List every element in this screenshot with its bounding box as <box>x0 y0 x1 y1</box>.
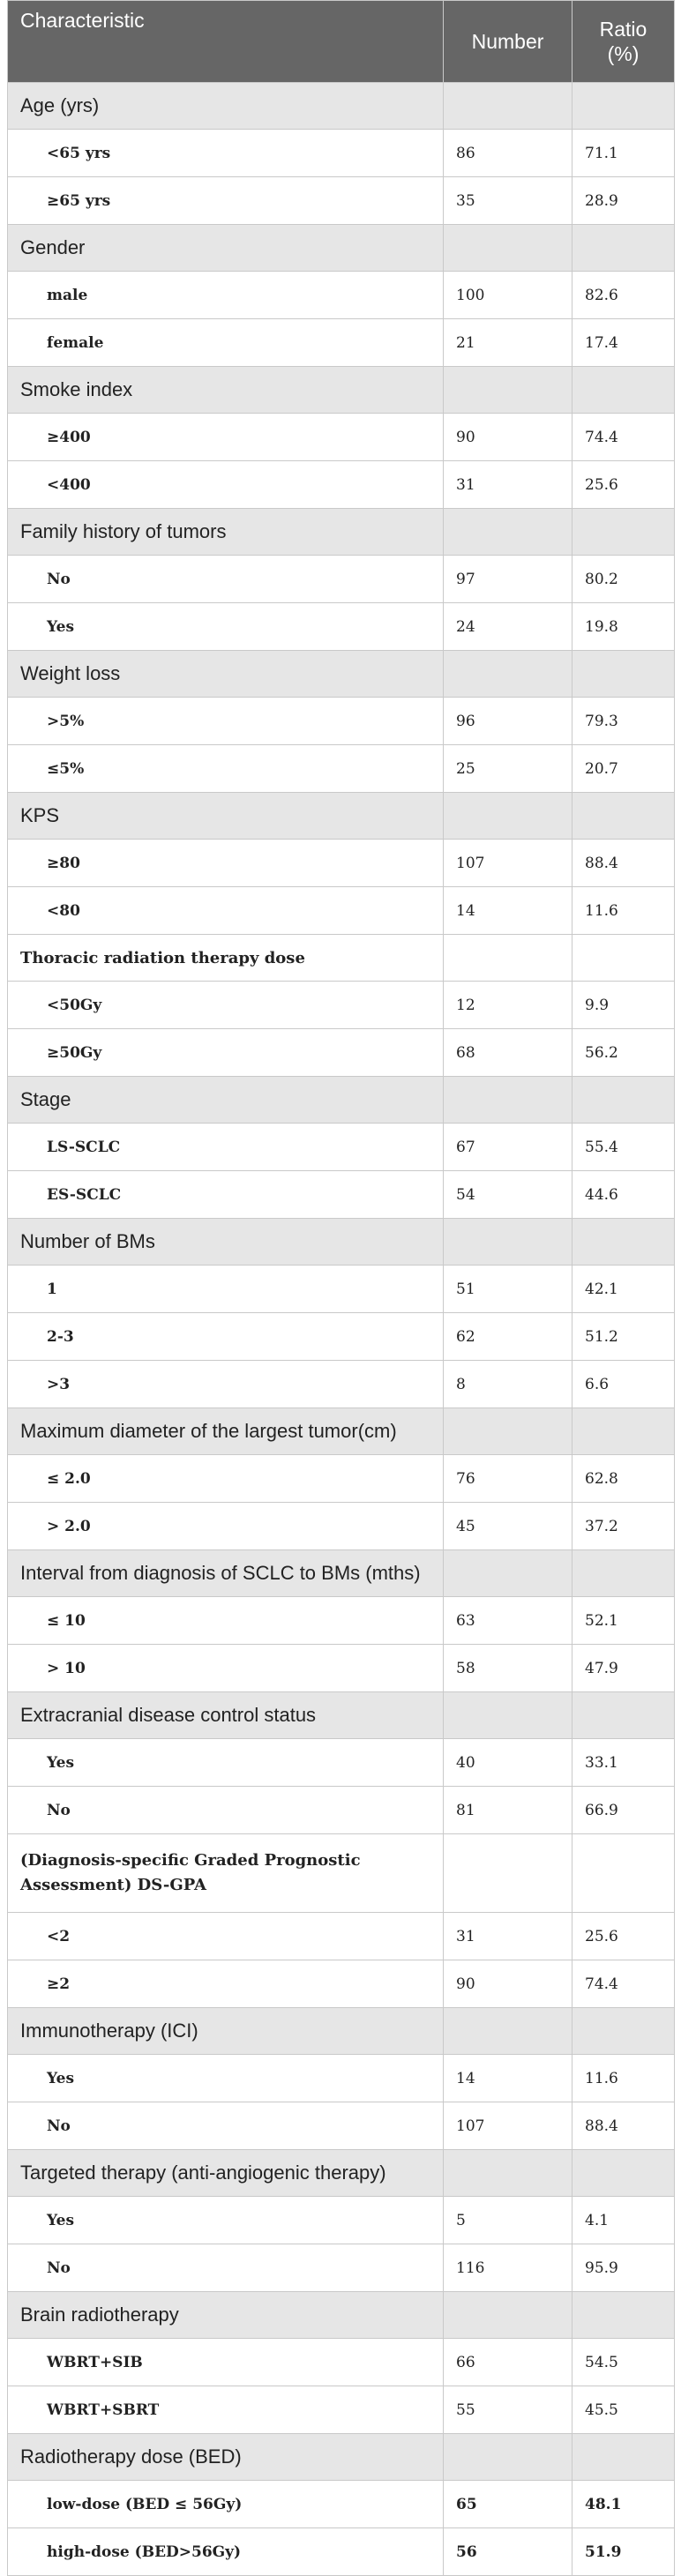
row-ratio: 17.4 <box>572 319 675 367</box>
table-row <box>8 319 675 367</box>
group-number-empty <box>444 1077 572 1124</box>
table-row <box>8 2197 675 2244</box>
row-label: male <box>8 272 444 319</box>
group-ratio-empty <box>572 2292 675 2339</box>
row-number: 51 <box>444 1266 572 1313</box>
row-number: 31 <box>444 1913 572 1960</box>
group-ratio-empty <box>572 793 675 840</box>
row-label: high-dose (BED>56Gy) <box>8 2528 444 2576</box>
group-header-row <box>8 367 675 414</box>
group-header-row <box>8 1408 675 1455</box>
row-number: 107 <box>444 2102 572 2150</box>
row-number: 40 <box>444 1739 572 1787</box>
table-header-row <box>8 1 675 83</box>
row-label: 1 <box>8 1266 444 1313</box>
row-ratio: 52.1 <box>572 1597 675 1645</box>
row-number: 58 <box>444 1645 572 1692</box>
group-header-row <box>8 225 675 272</box>
row-number: 97 <box>444 556 572 603</box>
ratio-column-header: Ratio (%) <box>572 1 675 83</box>
characteristic-column-header: Characteristic <box>8 1 444 83</box>
group-header-row <box>8 2292 675 2339</box>
row-number: 14 <box>444 2055 572 2102</box>
table-row <box>8 1171 675 1219</box>
row-number: 96 <box>444 698 572 745</box>
row-ratio: 88.4 <box>572 2102 675 2150</box>
group-title: Brain radiotherapy <box>8 2292 444 2339</box>
row-label: No <box>8 2102 444 2150</box>
group-title: Weight loss <box>8 651 444 698</box>
row-ratio: 28.9 <box>572 177 675 225</box>
row-label: Yes <box>8 2055 444 2102</box>
group-title: Radiotherapy dose (BED) <box>8 2434 444 2481</box>
row-ratio: 4.1 <box>572 2197 675 2244</box>
table-row <box>8 461 675 509</box>
row-label: No <box>8 556 444 603</box>
group-header-row <box>8 2008 675 2055</box>
group-header-row <box>8 1550 675 1597</box>
group-title: Gender <box>8 225 444 272</box>
table-row <box>8 887 675 935</box>
row-ratio: 45.5 <box>572 2386 675 2434</box>
row-number: 54 <box>444 1171 572 1219</box>
row-label: Yes <box>8 2197 444 2244</box>
table-row <box>8 2339 675 2386</box>
group-ratio-empty <box>572 1550 675 1597</box>
row-label: >3 <box>8 1361 444 1408</box>
row-number: 62 <box>444 1313 572 1361</box>
group-number-empty <box>444 2150 572 2197</box>
row-number: 12 <box>444 982 572 1029</box>
group-title: Targeted therapy (anti-angiogenic therapy) <box>8 2150 444 2197</box>
row-number: 65 <box>444 2481 572 2528</box>
table-row <box>8 982 675 1029</box>
table-row <box>8 1913 675 1960</box>
group-ratio-empty <box>572 1834 675 1913</box>
group-header-row <box>8 509 675 556</box>
row-label: No <box>8 1787 444 1834</box>
group-ratio-empty <box>572 509 675 556</box>
group-header-row <box>8 1077 675 1124</box>
row-ratio: 95.9 <box>572 2244 675 2292</box>
group-title: Age (yrs) <box>8 83 444 130</box>
group-number-empty <box>444 1550 572 1597</box>
row-label: ≥65 yrs <box>8 177 444 225</box>
row-number: 76 <box>444 1455 572 1503</box>
group-title: Smoke index <box>8 367 444 414</box>
row-number: 107 <box>444 840 572 887</box>
row-ratio: 55.4 <box>572 1124 675 1171</box>
table-row <box>8 1455 675 1503</box>
group-header-row <box>8 2434 675 2481</box>
group-number-empty <box>444 1408 572 1455</box>
group-header-row <box>8 651 675 698</box>
row-number: 55 <box>444 2386 572 2434</box>
row-label: ≥400 <box>8 414 444 461</box>
row-label: WBRT+SBRT <box>8 2386 444 2434</box>
row-ratio: 88.4 <box>572 840 675 887</box>
row-ratio: 51.9 <box>572 2528 675 2576</box>
row-number: 35 <box>444 177 572 225</box>
row-label: > 2.0 <box>8 1503 444 1550</box>
group-number-empty <box>444 83 572 130</box>
row-label: Yes <box>8 1739 444 1787</box>
table-row <box>8 1597 675 1645</box>
table-row <box>8 1266 675 1313</box>
group-ratio-empty <box>572 2150 675 2197</box>
table-row <box>8 2386 675 2434</box>
group-number-empty <box>444 935 572 982</box>
row-label: >5% <box>8 698 444 745</box>
row-ratio: 51.2 <box>572 1313 675 1361</box>
group-header-row <box>8 1692 675 1739</box>
row-ratio: 82.6 <box>572 272 675 319</box>
row-number: 5 <box>444 2197 572 2244</box>
row-number: 68 <box>444 1029 572 1077</box>
row-ratio: 9.9 <box>572 982 675 1029</box>
group-header-row <box>8 793 675 840</box>
table-row <box>8 130 675 177</box>
row-label: ≥2 <box>8 1960 444 2008</box>
group-ratio-empty <box>572 1219 675 1266</box>
group-ratio-empty <box>572 1692 675 1739</box>
group-number-empty <box>444 1692 572 1739</box>
row-number: 56 <box>444 2528 572 2576</box>
table-row <box>8 272 675 319</box>
row-number: 8 <box>444 1361 572 1408</box>
row-number: 24 <box>444 603 572 651</box>
row-ratio: 71.1 <box>572 130 675 177</box>
group-number-empty <box>444 651 572 698</box>
row-number: 66 <box>444 2339 572 2386</box>
table-row <box>8 2055 675 2102</box>
row-ratio: 54.5 <box>572 2339 675 2386</box>
table-row <box>8 2481 675 2528</box>
row-number: 116 <box>444 2244 572 2292</box>
row-label: No <box>8 2244 444 2292</box>
group-title: Thoracic radiation therapy dose <box>8 935 444 982</box>
table-row <box>8 1124 675 1171</box>
row-number: 100 <box>444 272 572 319</box>
table-row <box>8 698 675 745</box>
table-row <box>8 745 675 793</box>
group-ratio-empty <box>572 1077 675 1124</box>
row-label: female <box>8 319 444 367</box>
row-label: <80 <box>8 887 444 935</box>
row-label: LS-SCLC <box>8 1124 444 1171</box>
row-number: 63 <box>444 1597 572 1645</box>
row-number: 45 <box>444 1503 572 1550</box>
table-body <box>8 83 675 2576</box>
row-number: 81 <box>444 1787 572 1834</box>
row-label: ≤ 2.0 <box>8 1455 444 1503</box>
table-row <box>8 1739 675 1787</box>
group-title: Extracranial disease control status <box>8 1692 444 1739</box>
row-ratio: 25.6 <box>572 1913 675 1960</box>
table-row <box>8 840 675 887</box>
row-number: 21 <box>444 319 572 367</box>
row-label: ≤ 10 <box>8 1597 444 1645</box>
group-number-empty <box>444 2292 572 2339</box>
row-label: > 10 <box>8 1645 444 1692</box>
row-ratio: 42.1 <box>572 1266 675 1313</box>
row-ratio: 79.3 <box>572 698 675 745</box>
group-ratio-empty <box>572 651 675 698</box>
group-ratio-empty <box>572 935 675 982</box>
row-ratio: 11.6 <box>572 2055 675 2102</box>
row-ratio: 33.1 <box>572 1739 675 1787</box>
row-number: 31 <box>444 461 572 509</box>
row-ratio: 66.9 <box>572 1787 675 1834</box>
table-row <box>8 2244 675 2292</box>
row-ratio: 80.2 <box>572 556 675 603</box>
row-number: 25 <box>444 745 572 793</box>
table-row <box>8 1960 675 2008</box>
group-header-row <box>8 1834 675 1913</box>
group-number-empty <box>444 793 572 840</box>
row-number: 90 <box>444 414 572 461</box>
row-ratio: 25.6 <box>572 461 675 509</box>
group-title: (Diagnosis-specific Graded Prognostic Assessment) DS-GPA <box>8 1834 444 1913</box>
row-ratio: 74.4 <box>572 1960 675 2008</box>
group-ratio-empty <box>572 225 675 272</box>
row-label: ≤5% <box>8 745 444 793</box>
group-ratio-empty <box>572 83 675 130</box>
row-label: <65 yrs <box>8 130 444 177</box>
row-label: <50Gy <box>8 982 444 1029</box>
group-number-empty <box>444 2008 572 2055</box>
row-label: ES-SCLC <box>8 1171 444 1219</box>
group-title: Number of BMs <box>8 1219 444 1266</box>
group-header-row <box>8 1219 675 1266</box>
table-row <box>8 1503 675 1550</box>
row-label: low-dose (BED ≤ 56Gy) <box>8 2481 444 2528</box>
characteristics-table <box>7 0 675 2576</box>
row-label: Yes <box>8 603 444 651</box>
row-ratio: 44.6 <box>572 1171 675 1219</box>
row-ratio: 56.2 <box>572 1029 675 1077</box>
group-ratio-empty <box>572 1408 675 1455</box>
row-label: ≥50Gy <box>8 1029 444 1077</box>
row-ratio: 20.7 <box>572 745 675 793</box>
table-row <box>8 556 675 603</box>
row-ratio: 19.8 <box>572 603 675 651</box>
row-number: 86 <box>444 130 572 177</box>
row-ratio: 37.2 <box>572 1503 675 1550</box>
row-ratio: 47.9 <box>572 1645 675 1692</box>
group-number-empty <box>444 1219 572 1266</box>
table-row <box>8 177 675 225</box>
row-ratio: 74.4 <box>572 414 675 461</box>
group-title: KPS <box>8 793 444 840</box>
row-ratio: 11.6 <box>572 887 675 935</box>
group-number-empty <box>444 1834 572 1913</box>
table-row <box>8 414 675 461</box>
group-header-row <box>8 83 675 130</box>
number-column-header: Number <box>444 1 572 83</box>
group-header-row <box>8 2150 675 2197</box>
row-ratio: 48.1 <box>572 2481 675 2528</box>
row-label: WBRT+SIB <box>8 2339 444 2386</box>
group-header-row <box>8 935 675 982</box>
group-number-empty <box>444 225 572 272</box>
table-row <box>8 1787 675 1834</box>
group-title: Family history of tumors <box>8 509 444 556</box>
row-label: 2-3 <box>8 1313 444 1361</box>
group-number-empty <box>444 509 572 556</box>
row-number: 90 <box>444 1960 572 2008</box>
group-ratio-empty <box>572 367 675 414</box>
row-ratio: 62.8 <box>572 1455 675 1503</box>
row-ratio: 6.6 <box>572 1361 675 1408</box>
table-row <box>8 2528 675 2576</box>
row-label: <400 <box>8 461 444 509</box>
group-title: Interval from diagnosis of SCLC to BMs (mths) <box>8 1550 444 1597</box>
row-number: 67 <box>444 1124 572 1171</box>
group-number-empty <box>444 367 572 414</box>
table-row <box>8 1029 675 1077</box>
table-row <box>8 1361 675 1408</box>
group-ratio-empty <box>572 2008 675 2055</box>
group-ratio-empty <box>572 2434 675 2481</box>
group-title: Stage <box>8 1077 444 1124</box>
table-row <box>8 1313 675 1361</box>
table-row <box>8 1645 675 1692</box>
table-row <box>8 2102 675 2150</box>
row-label: <2 <box>8 1913 444 1960</box>
group-number-empty <box>444 2434 572 2481</box>
row-number: 14 <box>444 887 572 935</box>
row-label: ≥80 <box>8 840 444 887</box>
group-title: Maximum diameter of the largest tumor(cm) <box>8 1408 444 1455</box>
group-title: Immunotherapy (ICI) <box>8 2008 444 2055</box>
table-row <box>8 603 675 651</box>
